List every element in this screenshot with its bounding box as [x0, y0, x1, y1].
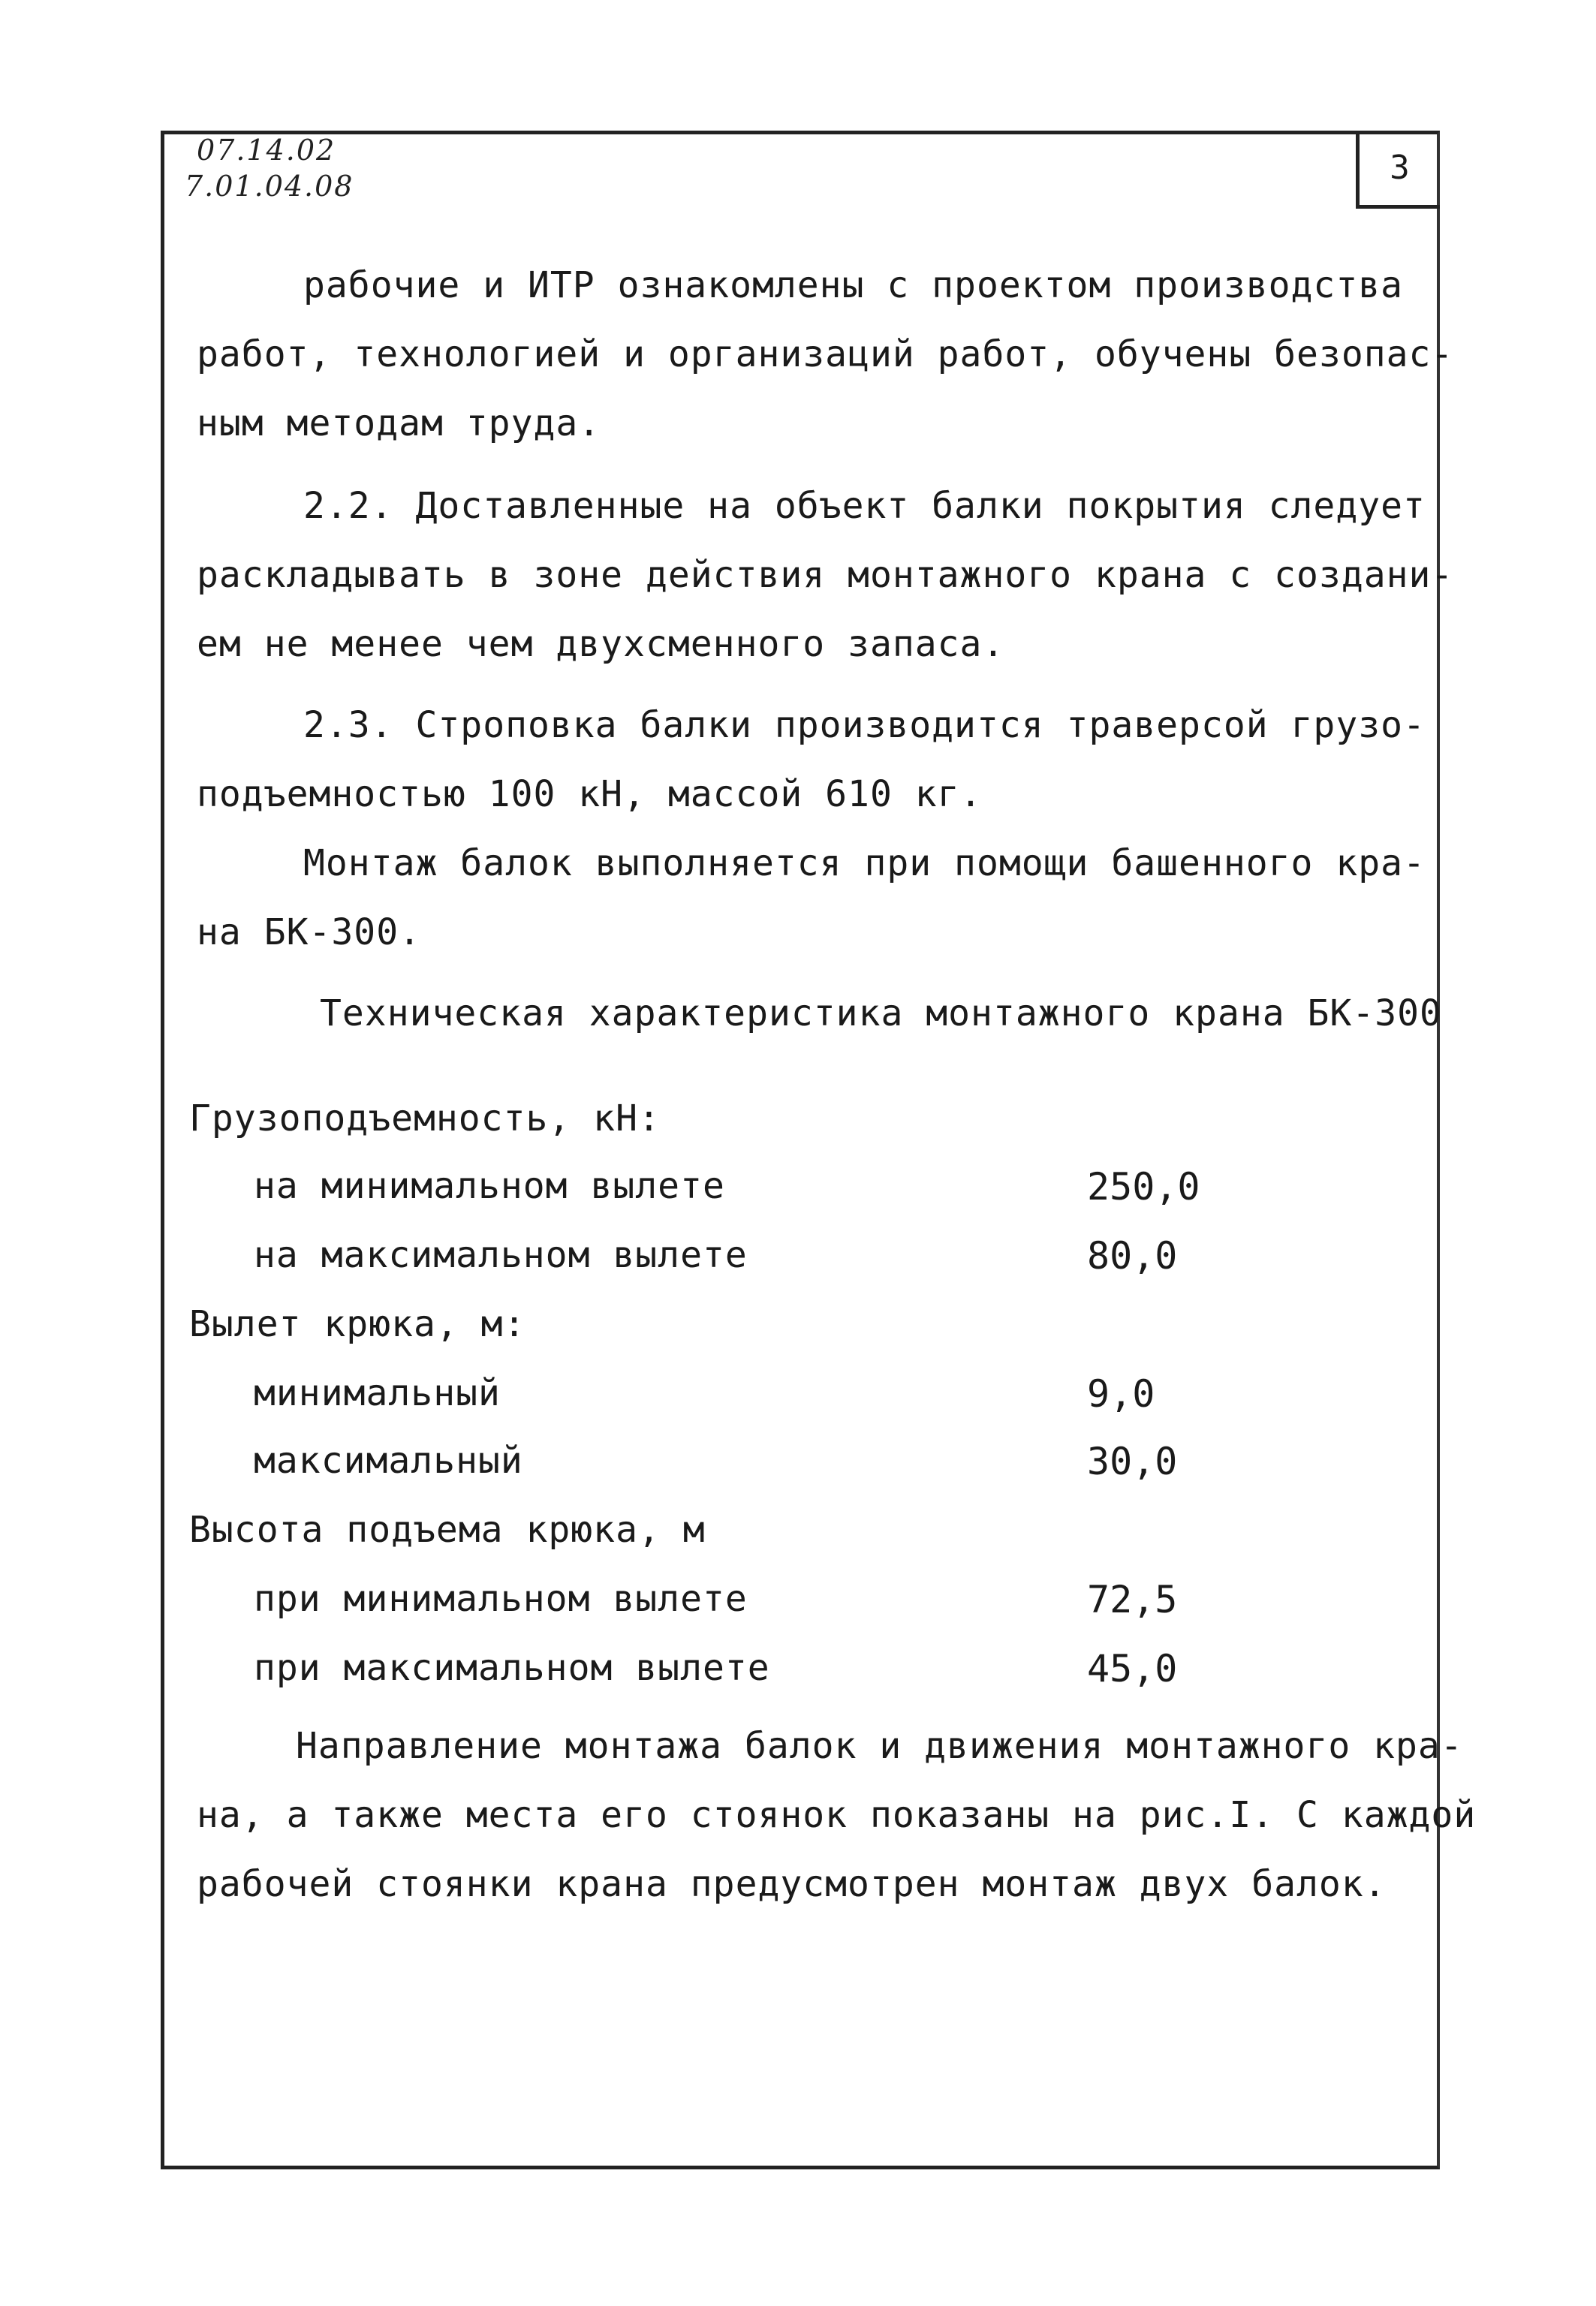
paragraph-line: рабочей стоянки крана предусмотрен монтаж двух балок.	[197, 1863, 1387, 1905]
paragraph-line: на, а также места его стоянок показаны на рис.I. С каждой	[197, 1794, 1477, 1836]
spec-row-value: 30,0	[1087, 1440, 1178, 1483]
spec-row-label: при максимальном вылете	[254, 1647, 770, 1689]
spec-group-label: Вылет крюка, м:	[189, 1303, 526, 1345]
spec-row-label: на минимальном вылете	[254, 1165, 725, 1207]
spec-row-value: 9,0	[1087, 1372, 1155, 1416]
paragraph-line: подъемностью 100 кН, массой 610 кг.	[197, 773, 983, 815]
page-number: 3	[1356, 131, 1440, 209]
spec-row-label: минимальный	[254, 1372, 501, 1414]
paragraph-line: Монтаж балок выполняется при помощи башенного кра-	[303, 842, 1426, 884]
paragraph-line: 2.3. Строповка балки производится траверсой грузо-	[303, 704, 1426, 746]
spec-row-label: при минимальном вылете	[254, 1578, 748, 1620]
document-code-line1: 07.14.02	[197, 134, 336, 167]
paragraph-line: работ, технологией и организаций работ, обучены безопас-	[197, 333, 1454, 375]
spec-row-value: 72,5	[1087, 1578, 1178, 1621]
spec-row-value: 45,0	[1087, 1647, 1178, 1690]
paragraph-line: раскладывать в зоне действия монтажного крана с создани-	[197, 554, 1454, 596]
spec-row-label: максимальный	[254, 1440, 523, 1482]
paragraph-line: ем не менее чем двухсменного запаса.	[197, 623, 1005, 665]
paragraph-line: рабочие и ИТР ознакомлены с проектом производства	[303, 264, 1404, 306]
paragraph-line: ным методам труда.	[197, 402, 601, 444]
paragraph-line: 2.2. Доставленные на объект балки покрытия следует	[303, 485, 1426, 527]
spec-row-value: 80,0	[1087, 1234, 1178, 1278]
paragraph-line: Направление монтажа балок и движения монтажного кра-	[296, 1725, 1463, 1767]
document-code-line2: 7.01.04.08	[185, 170, 354, 203]
spec-row-label: на максимальном вылете	[254, 1234, 748, 1276]
paragraph-line: на БК-300.	[197, 911, 421, 953]
spec-group-label: Грузоподъемность, кН:	[189, 1097, 661, 1139]
spec-row-value: 250,0	[1087, 1165, 1200, 1209]
spec-group-label: Высота подъема крюка, м	[189, 1509, 706, 1551]
spec-title: Техническая характеристика монтажного крана БК-300	[320, 992, 1442, 1034]
